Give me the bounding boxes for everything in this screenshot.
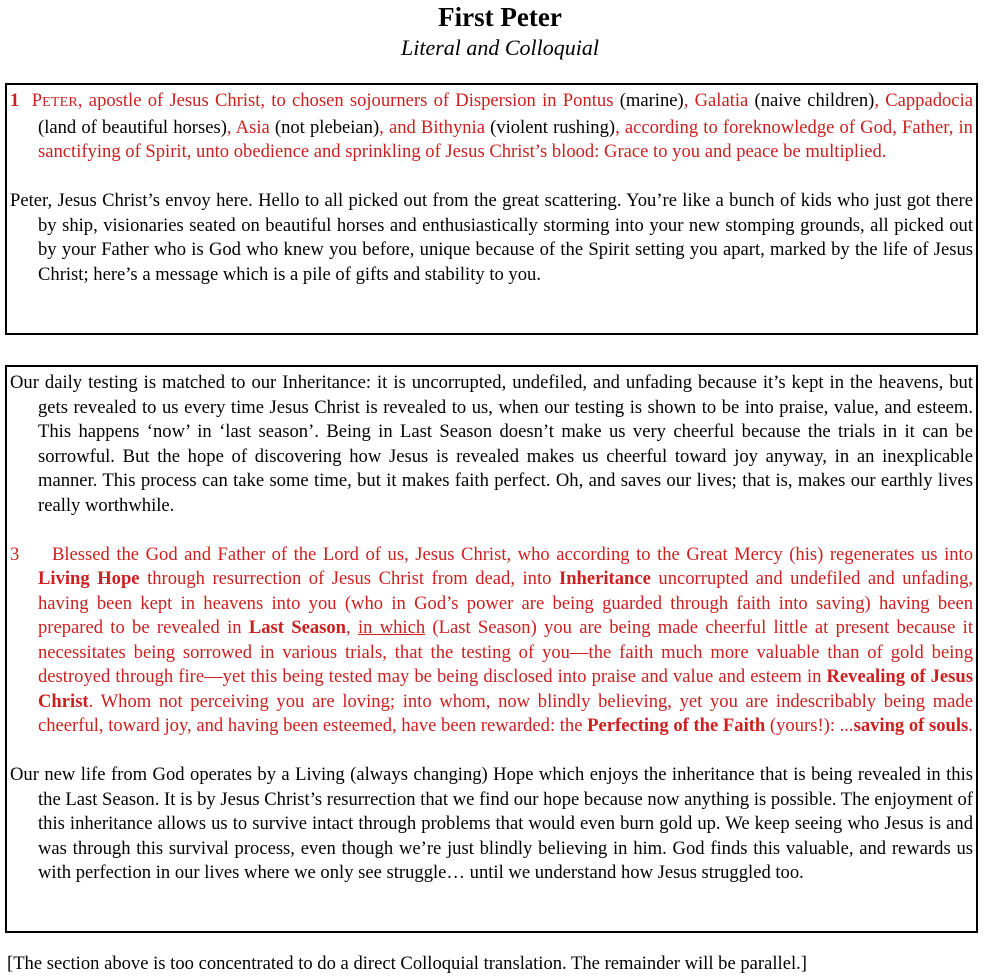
literal-text: , Cappadocia [874, 90, 973, 111]
literal-paragraph-verse-3 [10, 543, 973, 739]
literal-paragraph-verse-1 [10, 89, 973, 165]
section-box-verses-3 [5, 365, 978, 933]
peter-small-caps: ETER [42, 95, 78, 110]
name-meaning: (violent rushing) [490, 116, 616, 138]
footer-note: [The section above is too concentrated to do a direct Colloquial translation. The remainder will be parallel.] [7, 953, 807, 974]
literal-text: (yours!): ... [765, 715, 854, 736]
literal-text: , Galatia [683, 90, 755, 111]
literal-text: , and Bithynia [379, 116, 491, 138]
underlined-term: in which [357, 617, 426, 638]
literal-text: Blessed the God and Father of the Lord of us, Jesus Christ, who according to the Great Mercy (his) regenerates us into [51, 543, 973, 565]
emphasis-term: saving of souls [853, 715, 969, 736]
colloquial-intro-paragraph: Our daily testing is matched to our Inheritance: it is uncorrupted, undefiled, and unfading because it’s kept in the heavens, but gets revealed to us every time Jesus Christ is revealed to us, when our testing is shown to be into praise, value, and esteem. This happens ‘now’ in ‘last season’. Being in Last Season doesn’t make us very cheerful because the trials in it can be sorrowful. But the hope of discovering how Jesus is revealed makes us cheerful toward joy anyway, in an inexplicable manner. This process can take some time, but it makes faith perfect. Oh, and saves our lives; that is, makes our earthly lives really worthwhile. [10, 372, 973, 516]
literal-text: , apostle of Jesus Christ, to chosen sojourners of Dispersion in Pontus [77, 90, 620, 111]
emphasis-term: Living Hope [38, 568, 140, 589]
emphasis-term: Revealing of Jesus Christ [38, 666, 973, 712]
literal-text: . [968, 715, 973, 736]
name-meaning: (not plebeian) [274, 116, 380, 138]
emphasis-term: Inheritance [558, 568, 651, 589]
literal-text: , according to foreknowledge of God, Father, in sanctifying of Spirit, unto obedience and sprinkling of Jesus Christ’s blood: Grace to you and peace be multiplied. [38, 116, 973, 162]
verse-number: 3 [10, 543, 20, 565]
colloquial-paragraph-verse-3: Our new life from God operates by a Living (always changing) Hope which enjoys the inheritance that is being revealed in this the Last Season. It is by Jesus Christ’s resurrection that we find our hope because now anything is possible. The enjoyment of this inheritance allows us to survive intact through problems that would even burn gold up. We keep seeing who Jesus is and was through this survival process, even though we’re just blindly believing in him. God finds this valuable, and rewards us with perfection in our lives where we only see struggle… until we understand how Jesus struggled too. [10, 764, 973, 883]
emphasis-term: Perfecting of the Faith [587, 715, 766, 736]
verse-number: 1 [10, 90, 20, 111]
literal-text: through resurrection of Jesus Christ from dead, into [139, 568, 559, 589]
literal-text: (Last Season) you are being made cheerful little at present because it necessitates being sorrowed in various trials, that the testing of you—the faith much more valuable than of gold being destroyed through fire—yet this being tested may be being disclosed into praise and value and esteem in [38, 617, 973, 687]
literal-text: uncorrupted and undefiled and unfading, having been kept in heavens into you (who in God’s power are being guarded through faith into saving) having been prepared to be revealed in [38, 568, 974, 638]
literal-text: , Asia [226, 116, 275, 138]
name-meaning: (land of beautiful horses) [38, 116, 227, 138]
name-meaning: (marine) [619, 90, 684, 111]
name-meaning: (naive children) [754, 90, 875, 111]
literal-text: . Whom not perceiving you are loving; into whom, now blindly believing, yet you are indescribably being made cheerful, toward joy, and having been esteemed, have been rewarded: the [38, 690, 973, 736]
literal-text: , [346, 617, 358, 638]
emphasis-term: Last Season [248, 617, 347, 638]
section-box-verse-1 [5, 83, 978, 335]
colloquial-paragraph-verse-1: Peter, Jesus Christ’s envoy here. Hello to all picked out from the great scattering. You’re like a bunch of kids who just got there by ship, visionaries seated on beautiful horses and enthusiastically storming into your new stomping grounds, all picked out by your Father who is God who knew you before, unique because of the Spirit setting you apart, marked by the life of Jesus Christ; here’s a message which is a pile of gifts and stability to you. [10, 190, 973, 285]
page-subtitle: Literal and Colloquial [400, 35, 600, 60]
page-title: First Peter [438, 2, 562, 32]
peter-initial: P [31, 90, 43, 111]
